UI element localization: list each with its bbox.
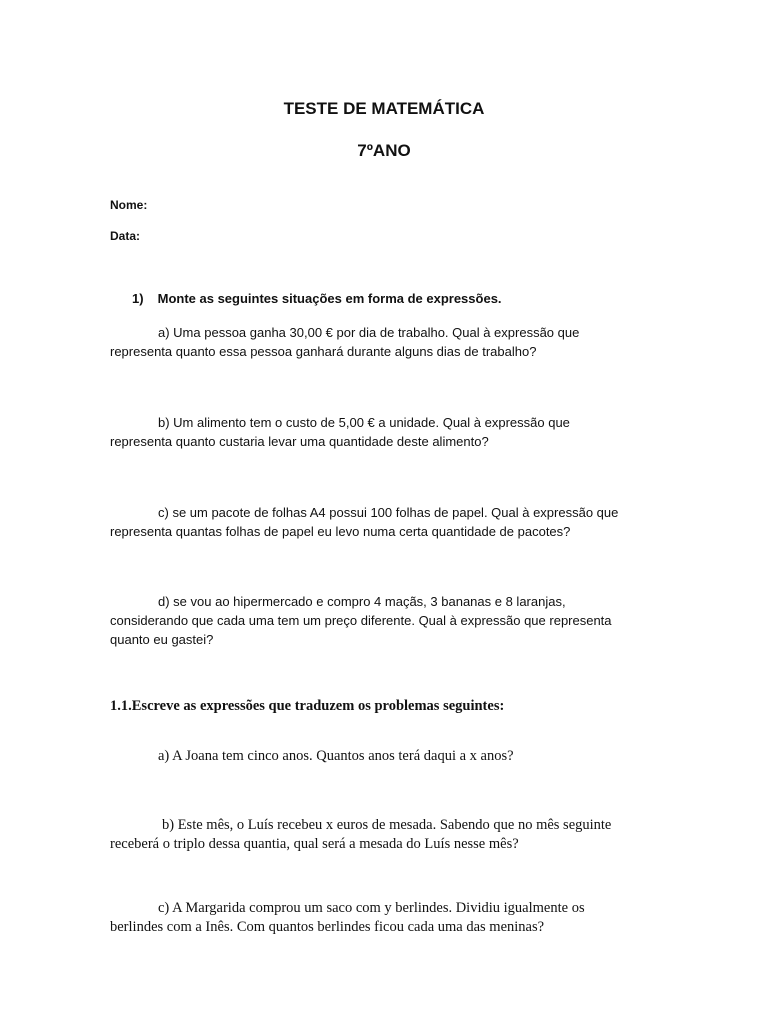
question-1b-line-2: representa quanto custaria levar uma quantidade deste alimento? xyxy=(110,434,489,449)
question-1c-line-2: representa quantas folhas de papel eu levo numa certa quantidade de pacotes? xyxy=(110,524,571,539)
question-1-1c xyxy=(110,899,670,937)
question-1-1b xyxy=(110,816,670,854)
document-title: TESTE DE MATEMÁTICA xyxy=(283,99,485,118)
question-1-1c-line-2: berlindes com a Inês. Com quantos berlindes ficou cada uma das meninas? xyxy=(110,919,545,935)
question-1b xyxy=(110,413,670,451)
question-1-heading xyxy=(132,291,502,306)
question-1d-line-2: considerando que cada uma tem um preço diferente. Qual à expressão que representa xyxy=(110,613,612,628)
question-1d xyxy=(110,592,670,649)
question-1-1a xyxy=(110,747,670,766)
question-1-number: 1) xyxy=(132,291,144,306)
question-1a-line-1: a) Uma pessoa ganha 30,00 € por dia de trabalho. Qual à expressão que xyxy=(158,325,580,340)
name-field-label: Nome: xyxy=(110,198,148,212)
question-1-1-heading: 1.1.Escreve as expressões que traduzem os problemas seguintes: xyxy=(110,698,505,714)
question-1-1b-line-2: receberá o triplo dessa quantia, qual será a mesada do Luís nesse mês? xyxy=(110,836,519,852)
question-1a-line-2: representa quanto essa pessoa ganhará durante alguns dias de trabalho? xyxy=(110,344,537,359)
question-1-text: Monte as seguintes situações em forma de expressões. xyxy=(157,291,502,306)
question-1b-line-1: b) Um alimento tem o custo de 5,00 € a unidade. Qual à expressão que xyxy=(158,415,570,430)
question-1c-line-1: c) se um pacote de folhas A4 possui 100 folhas de papel. Qual à expressão que xyxy=(158,505,619,520)
question-1-1c-line-1: c) A Margarida comprou um saco com y berlindes. Dividiu igualmente os xyxy=(158,900,585,916)
question-1-1a-line-1: a) A Joana tem cinco anos. Quantos anos terá daqui a x anos? xyxy=(158,748,514,764)
question-1d-line-3: quanto eu gastei? xyxy=(110,632,214,647)
question-1c xyxy=(110,503,670,541)
grade-subtitle: 7ºANO xyxy=(357,141,411,160)
question-1-1b-line-1: b) Este mês, o Luís recebeu x euros de mesada. Sabendo que no mês seguinte xyxy=(162,817,612,833)
date-field-label: Data: xyxy=(110,229,141,243)
question-1d-line-1: d) se vou ao hipermercado e compro 4 maçãs, 3 bananas e 8 laranjas, xyxy=(158,594,566,609)
question-1a xyxy=(110,323,670,361)
